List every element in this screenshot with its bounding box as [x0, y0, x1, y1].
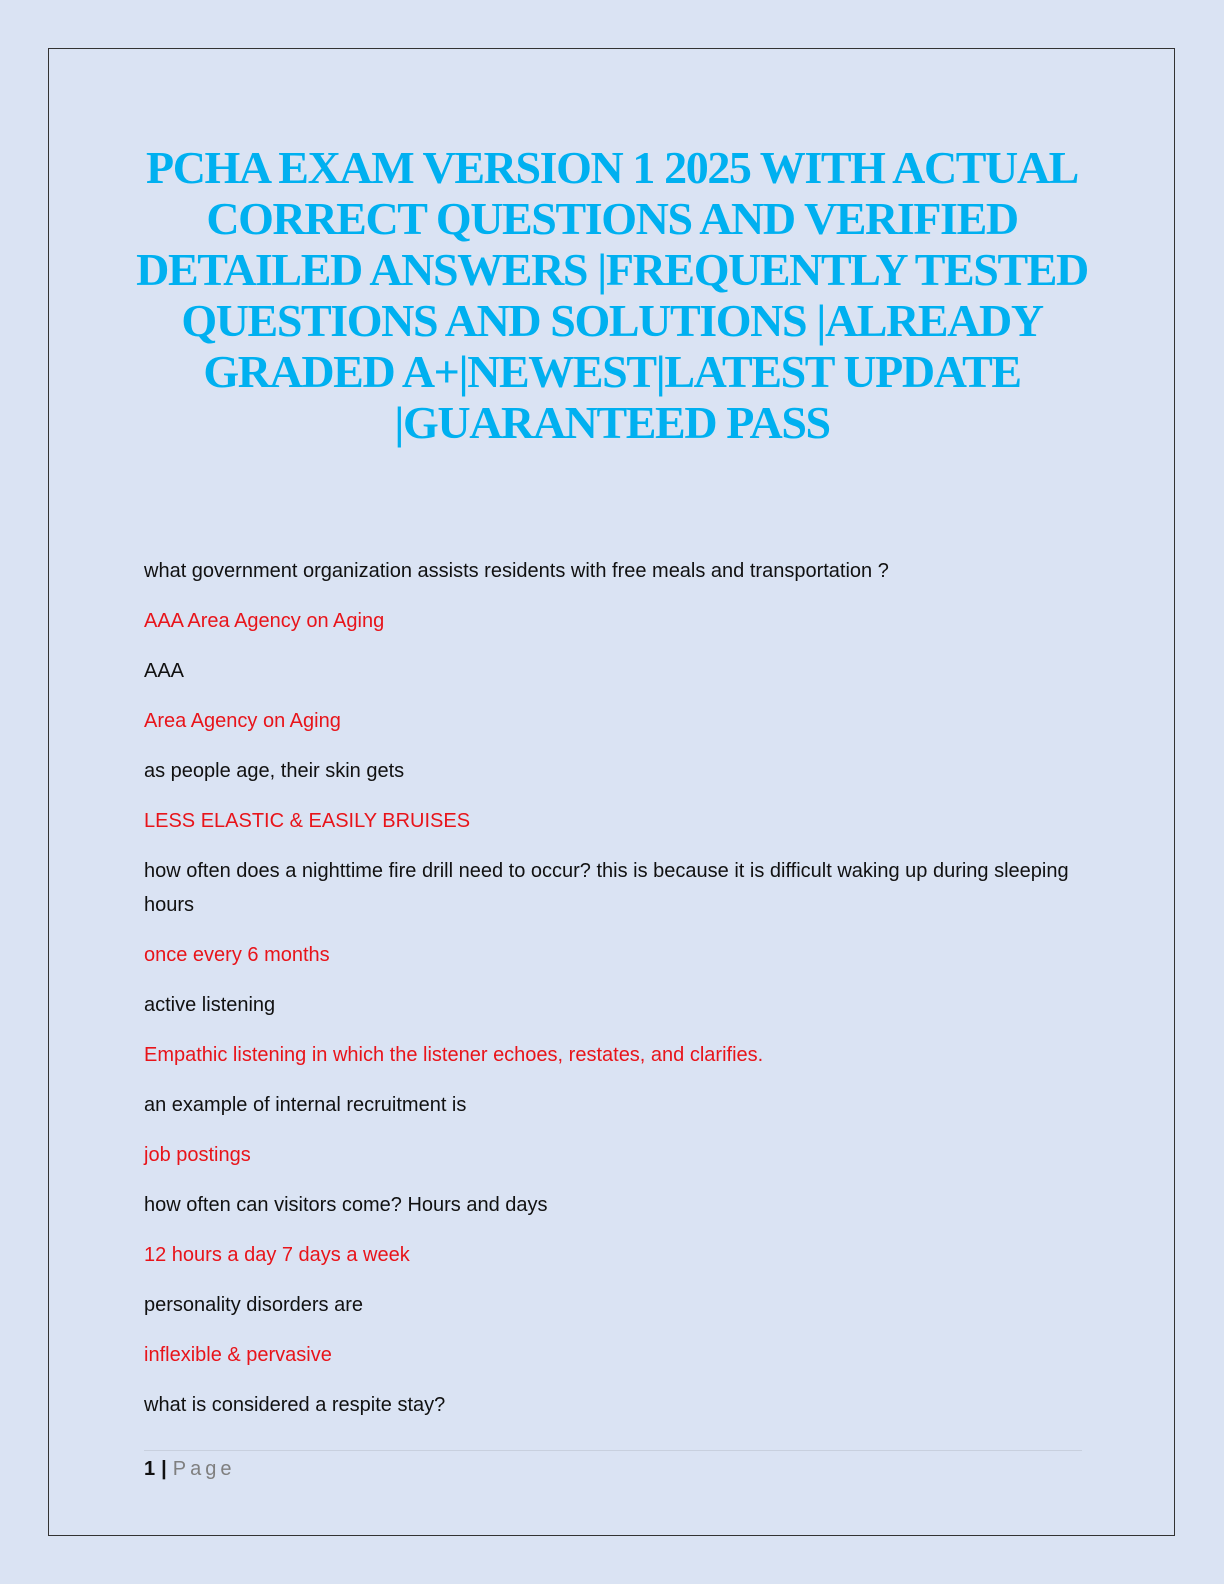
answer-text: Area Agency on Aging — [144, 710, 341, 732]
answer-text: Empathic listening in which the listener echoes, restates, and clarifies. — [144, 1044, 764, 1066]
answer-text: job postings — [144, 1144, 251, 1166]
question-text: an example of internal recruitment is — [144, 1094, 467, 1116]
question-text: what government organization assists residents with free meals and transportation ? — [144, 560, 889, 582]
page-footer — [144, 1456, 235, 1482]
footer-divider — [144, 1450, 1082, 1451]
answer-text: AAA Area Agency on Aging — [144, 610, 385, 632]
qa-list — [144, 554, 1084, 1438]
answer-text: 12 hours a day 7 days a week — [144, 1244, 410, 1266]
question-text: what is considered a respite stay? — [144, 1394, 446, 1416]
question-text: personality disorders are — [144, 1294, 363, 1316]
document-title: PCHA EXAM VERSION 1 2025 WITH ACTUAL CORRECT QUESTIONS AND VERIFIED DETAILED ANSWERS |FREQUENTLY TESTED QUESTIONS AND SOLUTIONS |ALREADY GRADED A+|NEWEST|LATEST UPDATE |GUARANTEED PASS — [136, 142, 1088, 448]
page-number: 1 — [144, 1458, 156, 1480]
answer-text: inflexible & pervasive — [144, 1344, 332, 1366]
page-label: Page — [172, 1458, 236, 1480]
answer-text: once every 6 months — [144, 944, 330, 966]
question-text: how often does a nighttime fire drill need to occur? this is because it is difficult waking up during sleeping hours — [144, 860, 1069, 916]
question-text: as people age, their skin gets — [144, 760, 405, 782]
question-text: how often can visitors come? Hours and days — [144, 1194, 548, 1216]
footer-separator: | — [161, 1458, 167, 1480]
answer-text: LESS ELASTIC & EASILY BRUISES — [144, 810, 471, 832]
question-text: active listening — [144, 994, 276, 1016]
question-text: AAA — [144, 660, 185, 682]
